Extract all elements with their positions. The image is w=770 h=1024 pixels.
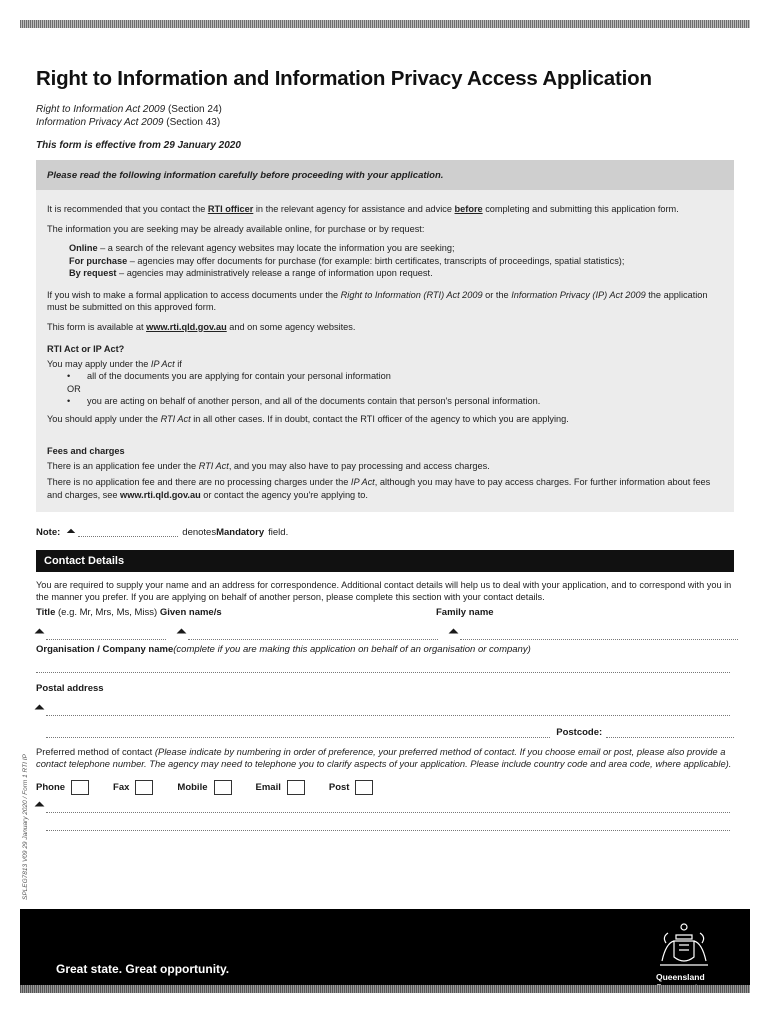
fax-preference-box[interactable]	[135, 780, 153, 795]
queensland-government-logo: Queensland	[656, 972, 705, 982]
may-apply-text: You may apply under the IP Act if	[47, 358, 182, 369]
family-name-label: Family name	[436, 607, 494, 618]
postcode-input[interactable]	[606, 729, 734, 738]
footer	[20, 909, 750, 993]
name-labels-row: Title (e.g. Mr, Mrs, Ms, Miss) Given name/s Family name	[36, 607, 494, 618]
fees-heading: Fees and charges	[47, 446, 125, 456]
rti-website-link[interactable]: www.rti.qld.gov.au	[146, 321, 227, 332]
mobile-preference-box[interactable]	[214, 780, 232, 795]
availability-options	[47, 242, 723, 280]
fees-para-2: There is no application fee and there are no processing charges under the IP Act, although you may have to pay access charges. For further information about fees and charges, see www.rti.qld.gov.au or contact the agency you're applying to.	[47, 477, 711, 500]
info-para-recommend: It is recommended that you contact the RTI officer in the relevant agency for assistance and advice before completing and submitting this application form.	[47, 204, 679, 214]
option-online: Online – a search of the relevant agency websites may locate the information you are seeking;	[69, 243, 455, 253]
mandatory-arrow-icon	[35, 802, 45, 812]
top-stripe	[20, 20, 750, 28]
post-preference-box[interactable]	[355, 780, 373, 795]
postcode-label: Postcode:	[556, 727, 603, 738]
info-para-formal: If you wish to make a formal application to access documents under the Right to Information (RTI) Act 2009 or the Information Privacy (IP) Act 2009 the application must be submitted on this approved form.	[47, 289, 708, 312]
name-inputs-row	[36, 618, 734, 640]
info-para-form-location: This form is available at www.rti.qld.gov.au and on some agency websites.	[47, 321, 356, 332]
contact-details-heading: Contact Details	[36, 550, 734, 572]
postal-address-label: Postal address	[36, 683, 104, 694]
info-para-available: The information you are seeking may be already available online, for purchase or by request:	[47, 223, 425, 234]
mandatory-arrow-icon	[449, 629, 459, 639]
postal-address-line-2[interactable]	[46, 729, 550, 738]
title-input[interactable]	[46, 631, 166, 640]
fees-website-link[interactable]: www.rti.qld.gov.au	[120, 489, 201, 500]
footer-slogan: Great state. Great opportunity.	[56, 962, 230, 976]
footer-stripe	[20, 985, 750, 993]
form-code: SPLEG7813 V09 29 January 2020 / Form 1 RTI IP	[22, 754, 29, 900]
before-text: before	[454, 204, 483, 214]
information-box	[36, 160, 734, 512]
option-request: By request – agencies may administratively release a range of information upon request.	[69, 268, 433, 278]
family-name-input[interactable]	[460, 631, 738, 640]
phone-preference-box[interactable]	[71, 780, 89, 795]
preferred-contact-text: Preferred method of contact (Please indicate by numbering in order of preference, your preferred method of contact. If you choose email or post, please also provide a contact telephone number. The agency may need to telephone you to clarify aspects of your application. Please include country code and area code, where applicable).	[36, 746, 732, 769]
postal-address-line-1[interactable]	[46, 707, 730, 716]
mandatory-arrow-icon	[35, 705, 45, 715]
rti-or-ip-heading: RTI Act or IP Act?	[47, 344, 125, 354]
act-ip: Information Privacy Act 2009 (Section 43)	[36, 117, 221, 128]
mandatory-arrow-icon	[177, 629, 187, 639]
effective-date: This form is effective from 29 January 2020	[36, 140, 241, 151]
mandatory-arrow-icon	[35, 629, 45, 639]
queensland-crest-icon	[656, 921, 712, 971]
fees-para-1: There is an application fee under the RTI Act, and you may also have to pay processing and access charges.	[47, 460, 490, 471]
contact-method-row: Phone Fax Mobile Email Post	[36, 780, 734, 795]
sample-field-line	[78, 528, 178, 537]
bullet-personal-info: • all of the documents you are applying for contain your personal information	[67, 371, 391, 381]
mandatory-arrow-icon	[67, 528, 75, 536]
act-rti: Right to Information Act 2009 (Section 24)	[36, 104, 222, 115]
bullet-on-behalf: • you are acting on behalf of another person, and all of the documents contain that person's personal information.	[67, 396, 541, 406]
given-names-input[interactable]	[188, 631, 438, 640]
contact-intro: You are required to supply your name and an address for correspondence. Additional contact details will help us to deal with your application, and to correspond with you in the manner you prefer. If you are applying on behalf of another person, please complete this section with your contact details.	[36, 580, 732, 602]
contact-detail-line-2[interactable]	[46, 822, 730, 831]
should-apply-text: You should apply under the RTI Act in all other cases. If in doubt, contact the RTI officer of the agency to which you are applying.	[47, 413, 569, 424]
organisation-label-row: Organisation / Company name (complete if you are making this application on behalf of an organisation or company)	[36, 644, 531, 655]
mandatory-note: Note: denotes Mandatory field.	[36, 527, 289, 538]
form-page	[36, 60, 734, 831]
contact-detail-line-1[interactable]	[46, 804, 730, 813]
or-text: OR	[67, 383, 81, 394]
rti-officer-text: RTI officer	[207, 204, 254, 214]
info-body	[36, 190, 734, 512]
page-title: Right to Information and Information Privacy Access Application	[36, 67, 652, 90]
email-preference-box[interactable]	[287, 780, 305, 795]
organisation-input[interactable]	[36, 664, 730, 673]
legislation-list	[36, 103, 734, 129]
info-heading: Please read the following information carefully before proceeding with your application.	[36, 160, 734, 190]
option-purchase: For purchase – agencies may offer documents for purchase (for example: birth certificates, transcripts of proceedings, spatial statistics);	[69, 255, 625, 266]
